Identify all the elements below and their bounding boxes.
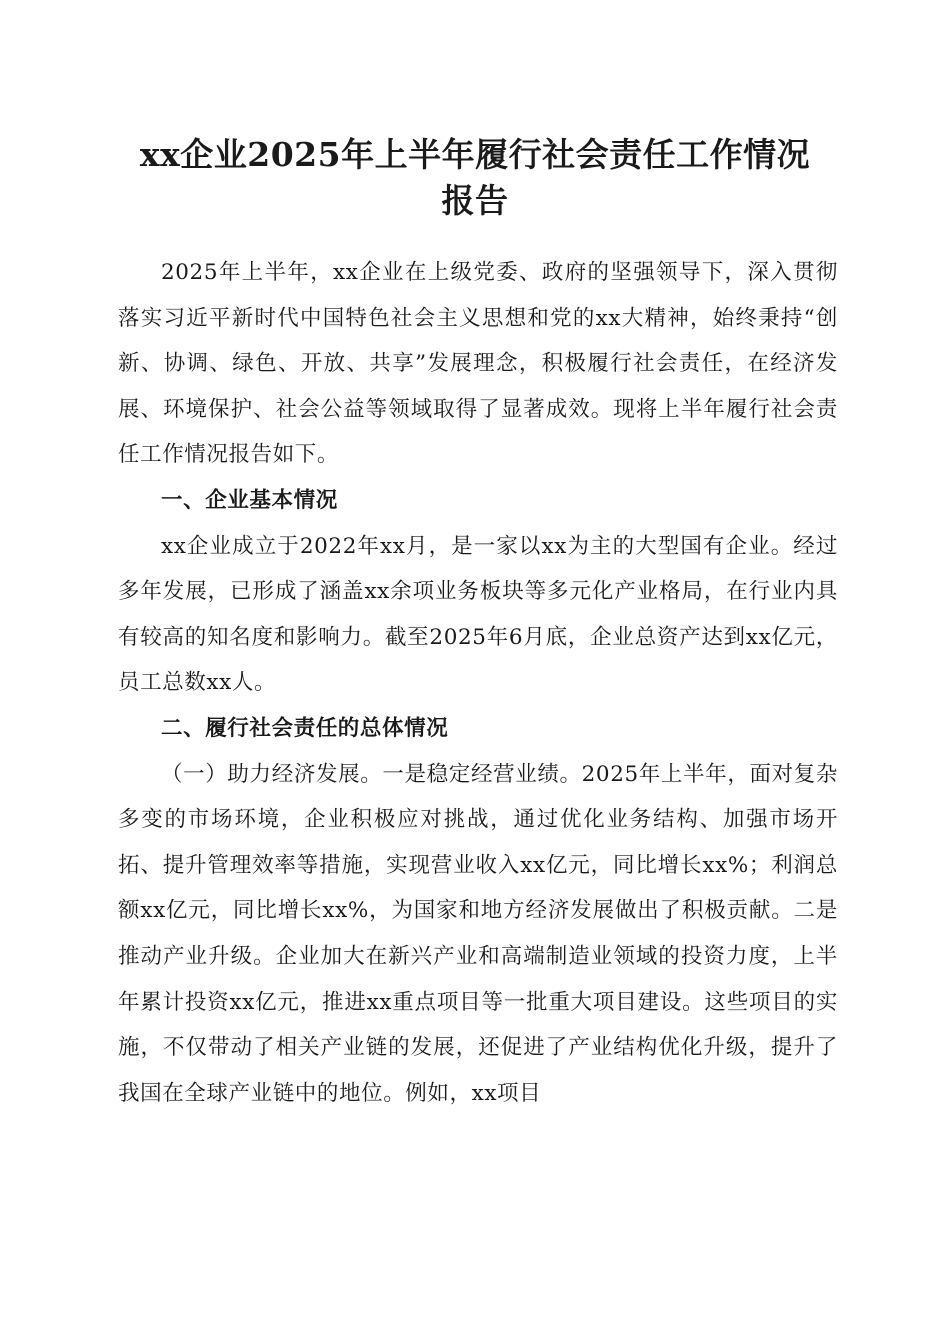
title-line-1: xx企业2025年上半年履行社会责任工作情况 (139, 135, 811, 174)
intro-paragraph: 2025年上半年，xx企业在上级党委、政府的坚强领导下，深入贯彻落实习近平新时代中国特色社会主义思想和党的xx大精神，始终秉持“创新、协调、绿色、开放、共享”发展理念，积极履行社会责任，在经济发展、环境保护、社会公益等领域取得了显著成效。现将上半年履行社会责任工作情况报告如下。 (118, 260, 838, 468)
title-line-2: 报告 (441, 181, 509, 220)
document-body (118, 250, 838, 1116)
document-title (100, 132, 850, 224)
section-1-heading: 一、企业基本情况 (161, 487, 338, 513)
section-1-paragraph: xx企业成立于2022年xx月，是一家以xx为主的大型国有企业。经过多年发展，已形成了涵盖xx余项业务板块等多元化产业格局，在行业内具有较高的知名度和影响力。截至2025年6月底，企业总资产达到xx亿元，员工总数xx人。 (118, 533, 838, 696)
section-2-heading: 二、履行社会责任的总体情况 (161, 715, 449, 741)
section-2-paragraph-1: （一）助力经济发展。一是稳定经营业绩。2025年上半年，面对复杂多变的市场环境，企业积极应对挑战，通过优化业务结构、加强市场开拓、提升管理效率等措施，实现营业收入xx亿元，同比增长xx%；利润总额xx亿元，同比增长xx%，为国家和地方经济发展做出了积极贡献。二是推动产业升级。企业加大在新兴产业和高端制造业领域的投资力度，上半年累计投资xx亿元，推进xx重点项目等一批重大项目建设。这些项目的实施，不仅带动了相关产业链的发展，还促进了产业结构优化升级，提升了我国在全球产业链中的地位。例如，xx项目 (118, 761, 838, 1106)
